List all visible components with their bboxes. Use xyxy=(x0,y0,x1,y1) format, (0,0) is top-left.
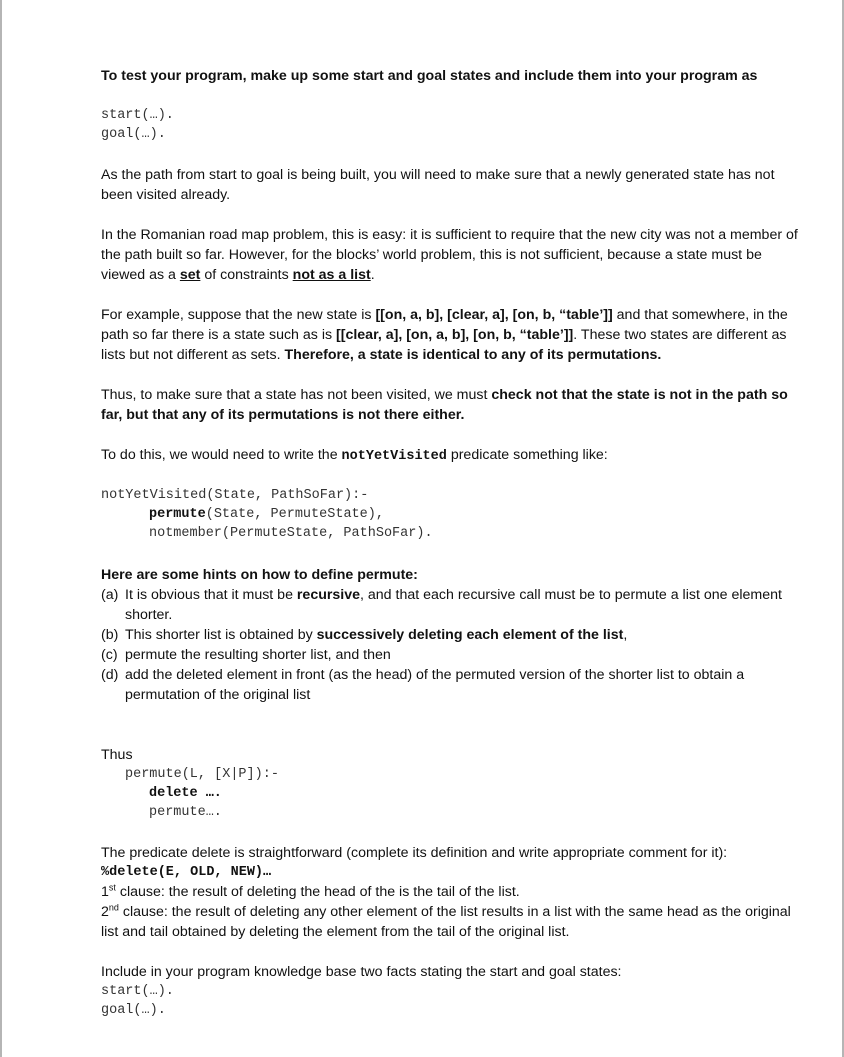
set-emphasis: set xyxy=(179,267,201,283)
hint-item: (a) It is obvious that it must be recursive, and that each recursive call must be to permute a list one element shorter. xyxy=(101,587,782,623)
thus-label: Thus xyxy=(101,747,133,763)
para-example: For example, suppose that the new state is [[on, a, b], [clear, a], [on, b, “table’]] and that somewhere, in the path so far there is a state such as is [[clear, a], [on, a, b], [on, b, “table’]]. These two states are different as lists but not different as sets. Therefore, a state is identical to any of its permutations. xyxy=(101,307,788,363)
predicate-name: notYetVisited xyxy=(341,449,447,464)
hint-item: (b) This shorter list is obtained by successively deleting each element of the list, xyxy=(101,627,628,643)
permutation-conclusion: Therefore, a state is identical to any of its permutations. xyxy=(284,347,662,363)
final-code-start: start(…). xyxy=(101,984,174,999)
para-todo: To do this, we would need to write the notYetVisited predicate something like: xyxy=(101,447,608,464)
code-line-2: permute(State, PermuteState), xyxy=(149,507,384,522)
check-emphasis: check not that the state is not in the path so far, but that any of its permutations is not there either. xyxy=(101,387,788,423)
not-list-emphasis: not as a list xyxy=(292,267,371,283)
hints-list xyxy=(101,585,801,705)
intro-heading: To test your program, make up some start and goal states and include them into your program as xyxy=(101,68,758,84)
hints-heading: Here are some hints on how to define permute: xyxy=(101,567,418,583)
code-start: start(…). xyxy=(101,108,174,123)
new-state: [[on, a, b], [clear, a], [on, b, “table’]] xyxy=(375,307,613,323)
delete-code: %delete(E, OLD, NEW)… xyxy=(101,865,272,880)
code-line-1: permute(L, [X|P]):- xyxy=(125,767,279,782)
code-permute xyxy=(101,765,801,822)
document-page xyxy=(101,66,801,1020)
para-path: As the path from start to goal is being built, you will need to make sure that a newly generated state has not been visited already. xyxy=(101,167,775,203)
hint-item: (c) permute the resulting shorter list, and then xyxy=(101,647,391,663)
code-notyetvisited xyxy=(101,486,801,543)
code-line-3: notmember(PermuteState, PathSoFar). xyxy=(149,526,433,541)
final-code-goal: goal(…). xyxy=(101,1003,166,1018)
code-goal: goal(…). xyxy=(101,127,166,142)
para-thus: Thus, to make sure that a state has not been visited, we must check not that the state is not in the path so far, but that any of its permutations is not there either. xyxy=(101,387,788,423)
path-state: [[clear, a], [on, a, b], [on, b, “table’]] xyxy=(336,327,574,343)
hint-item: (d) add the deleted element in front (as the head) of the permuted version of the shorter list to obtain a permutation of the original list xyxy=(101,667,745,703)
para-romanian: In the Romanian road map problem, this is easy: it is sufficient to require that the new city was not a member of the path built so far. However, for the blocks’ world problem, this is not sufficient, because a state must be viewed as a set of constraints not as a list. xyxy=(101,227,798,283)
clause-1: 1st clause: the result of deleting the head of the is the tail of the list. xyxy=(101,882,520,900)
code-line-2: delete …. xyxy=(149,786,222,801)
delete-intro: The predicate delete is straightforward (complete its definition and write appropriate comment for it): xyxy=(101,845,728,861)
clause-2: 2nd clause: the result of deleting any other element of the list results in a list with the same head as the original list and tail obtained by deleting the element from the tail of the original list. xyxy=(101,902,791,940)
final-text: Include in your program knowledge base two facts stating the start and goal states: xyxy=(101,964,622,980)
code-line-1: notYetVisited(State, PathSoFar):- xyxy=(101,488,369,503)
code-line-3: permute…. xyxy=(149,805,222,820)
page-border-left xyxy=(0,0,2,1057)
